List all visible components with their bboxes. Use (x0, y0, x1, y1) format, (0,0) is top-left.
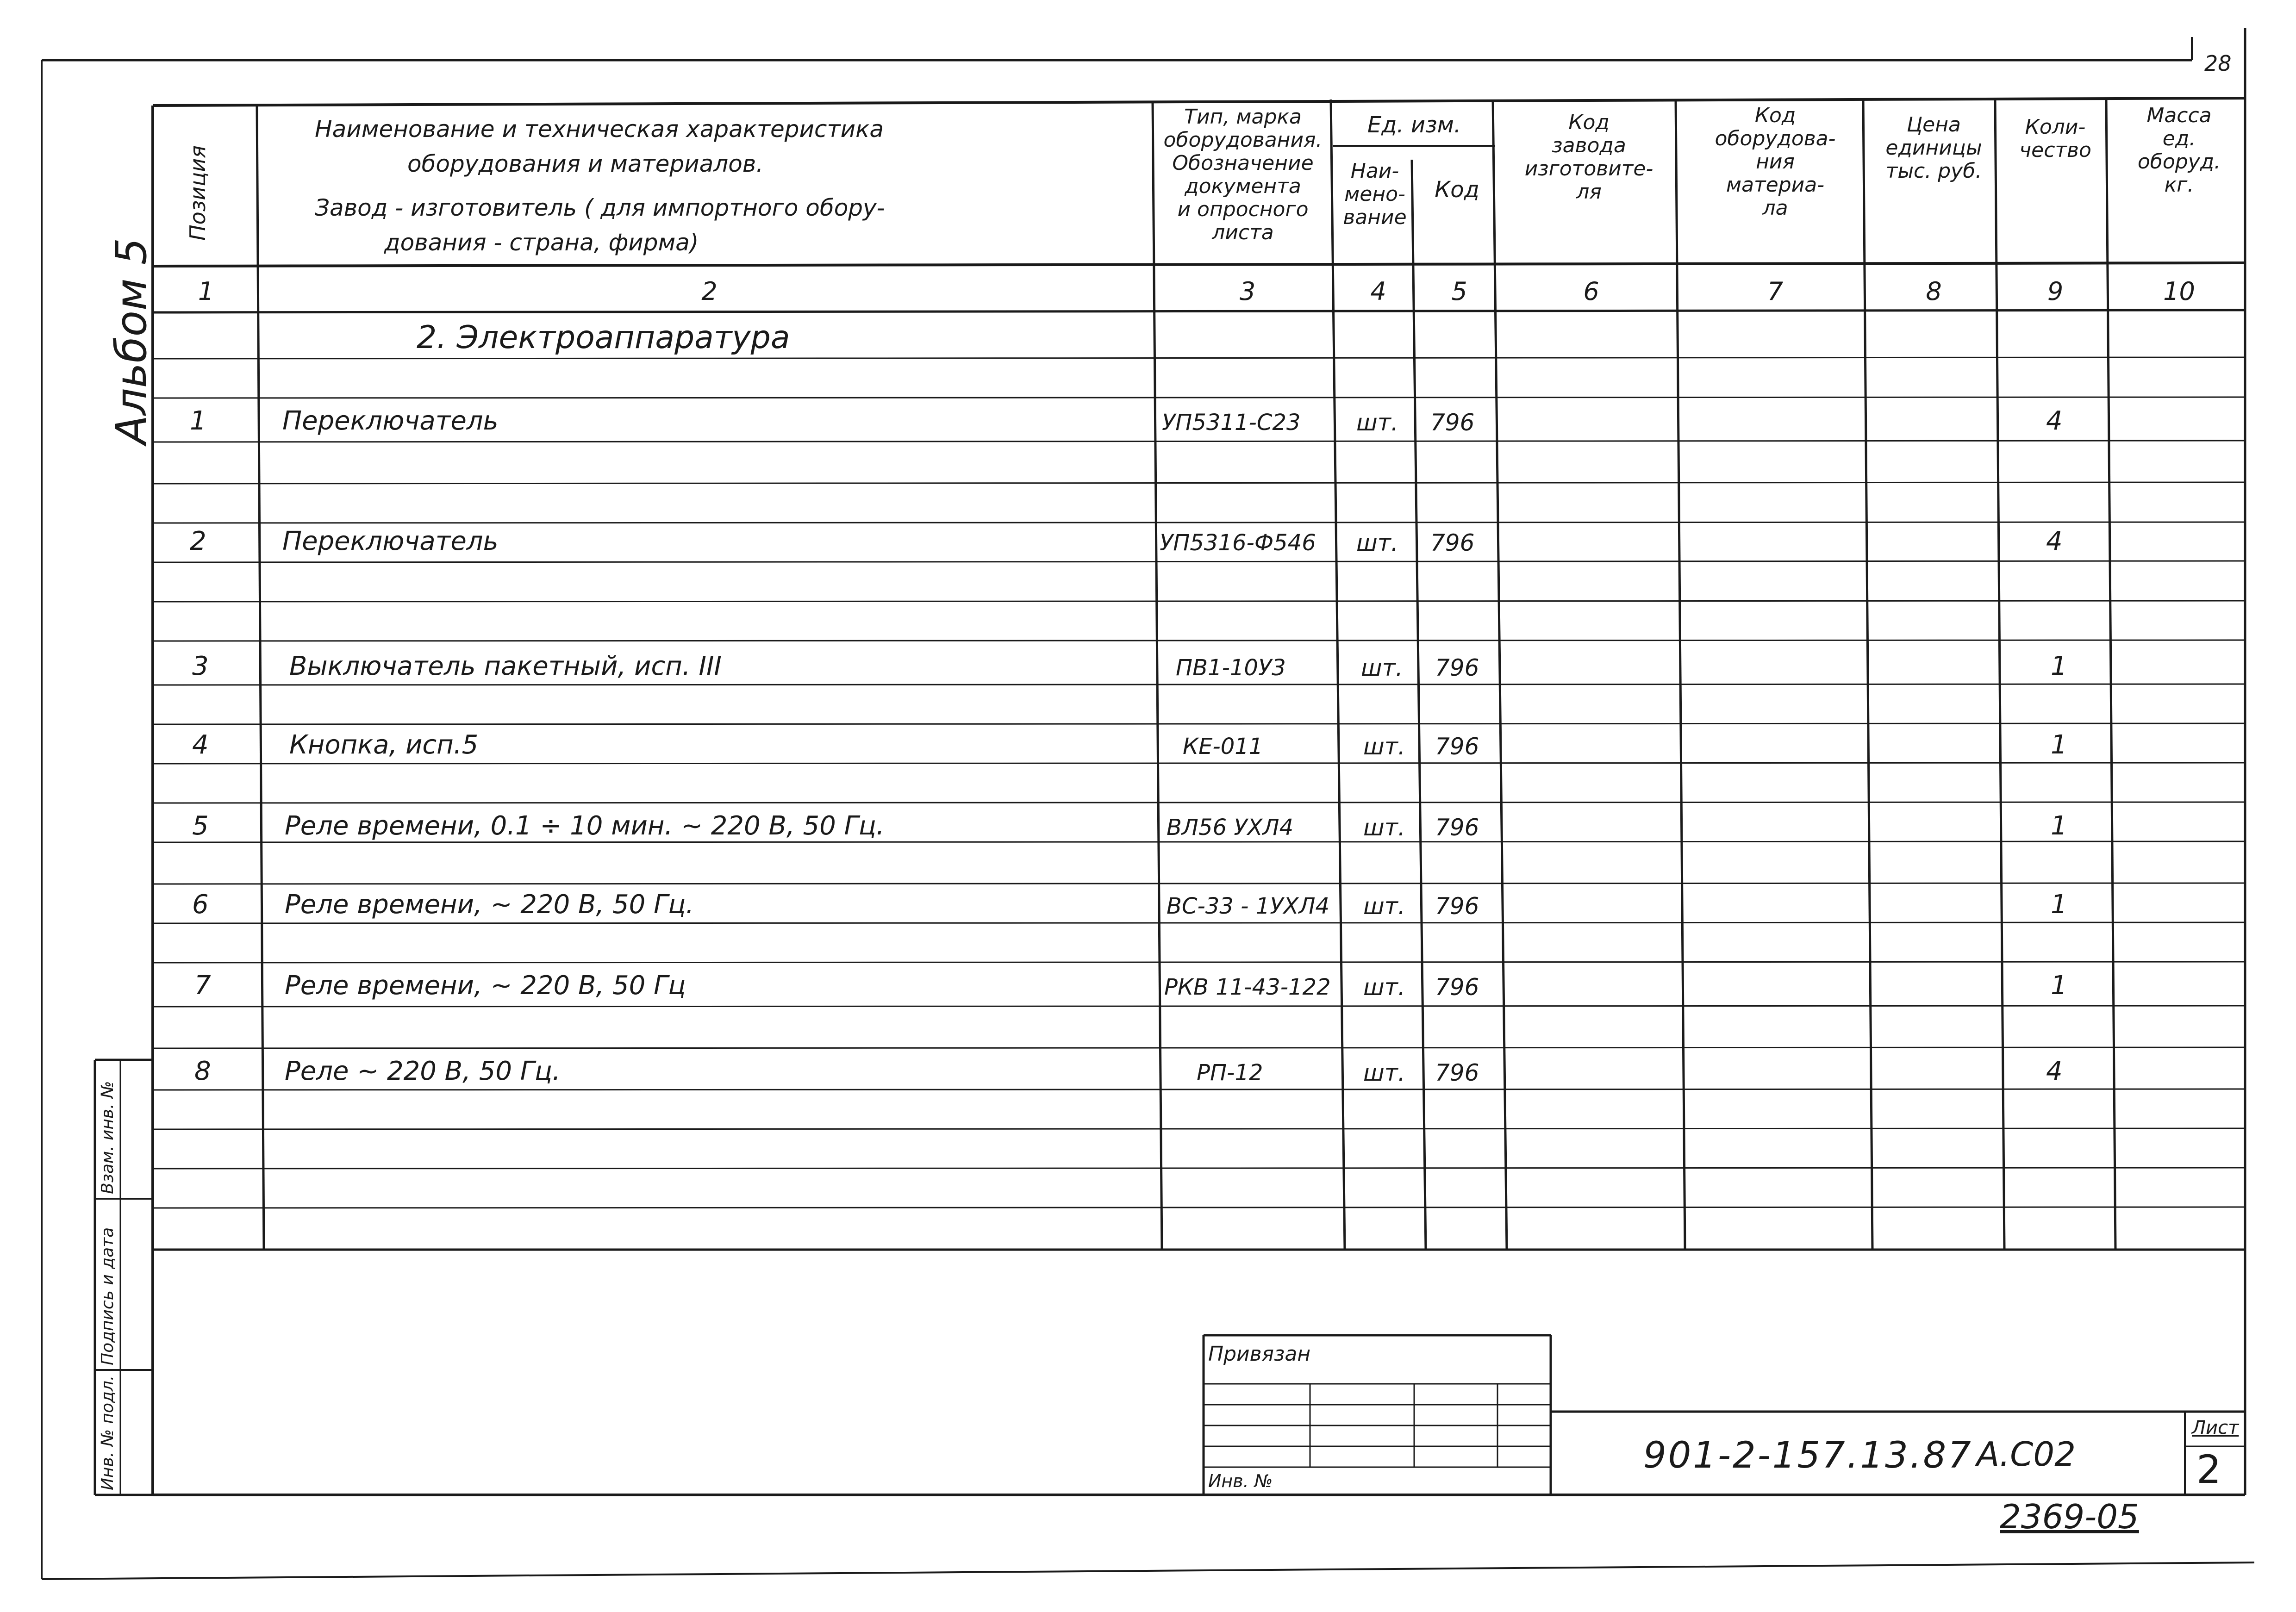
row-name: Переключатель (282, 406, 499, 436)
header-col5: Код (1435, 177, 1479, 203)
row-code: 796 (1435, 733, 1479, 760)
header-col9: Коли- чество (2019, 115, 2091, 162)
row-qty: 1 (2051, 971, 2067, 1001)
row-qty: 1 (2051, 651, 2067, 681)
col-number: 3 (1239, 277, 1256, 306)
row-type: ВС-33 - 1УХЛ4 (1167, 893, 1329, 919)
row-code: 796 (1435, 893, 1479, 920)
row-unit: шт. (1363, 733, 1405, 760)
header-col4: Наи- мено- вание (1343, 159, 1407, 229)
row-unit: шт. (1361, 654, 1403, 681)
header-unit: Ед. изм. (1367, 112, 1461, 138)
row-position: 7 (194, 971, 211, 1001)
row-name: Реле времени, ~ 220 В, 50 Гц (285, 971, 686, 1001)
row-type: УП5316-Ф546 (1160, 530, 1316, 556)
row-code: 796 (1435, 654, 1479, 681)
row-qty: 1 (2051, 811, 2067, 841)
row-code: 796 (1435, 974, 1479, 1001)
row-position: 1 (190, 406, 206, 436)
row-code: 796 (1435, 814, 1479, 841)
col-number: 10 (2163, 277, 2195, 306)
col-number: 8 (1926, 277, 1942, 306)
header-col7: Код оборудова- ния материа- ла (1715, 104, 1836, 220)
side-stamp-podpis: Подпись и дата (98, 1227, 117, 1365)
row-name: Реле времени, 0.1 ÷ 10 мин. ~ 220 В, 50 Гц. (285, 811, 885, 841)
row-position: 2 (190, 526, 206, 556)
row-position: 3 (192, 651, 209, 681)
row-unit: шт. (1363, 893, 1405, 920)
side-stamp-inv-podl: Инв. № подл. (98, 1375, 117, 1490)
stamp-doc-sheet-code: А.С02 (1977, 1435, 2076, 1474)
col-number: 9 (2047, 277, 2064, 306)
col-number: 4 (1370, 277, 1386, 306)
header-col1: Позиция (185, 145, 210, 241)
header-col2-line2: оборудования и материалов. (407, 150, 764, 177)
row-qty: 1 (2051, 890, 2067, 920)
row-type: РКВ 11-43-122 (1164, 974, 1331, 1000)
header-col2-line3: Завод - изготовитель ( для импортного обору- (315, 194, 885, 221)
row-type: ВЛ56 УХЛ4 (1167, 815, 1294, 840)
row-name: Выключатель пакетный, исп. III (289, 651, 722, 681)
header-col3: Тип, марка оборудования. Обозначение документа и опросного листа (1163, 105, 1323, 244)
top-sheet-number: 28 (2204, 51, 2232, 76)
album-label: Альбом 5 (106, 237, 156, 444)
row-type: ПВ1-10У3 (1176, 655, 1286, 681)
row-name: Переключатель (282, 526, 499, 556)
row-position: 5 (192, 811, 209, 841)
row-unit: шт. (1356, 529, 1398, 556)
row-unit: шт. (1363, 1059, 1405, 1086)
col-number: 1 (198, 277, 214, 306)
row-type: УП5311-С23 (1162, 410, 1301, 436)
row-qty: 4 (2046, 406, 2063, 436)
header-col2-line4: дования - страна, фирма) (384, 229, 699, 256)
stamp-doc-code: 901-2-157.13.87 (1643, 1435, 1973, 1476)
stamp-inv-no: Инв. № (1208, 1471, 1273, 1491)
row-name: Реле ~ 220 В, 50 Гц. (285, 1056, 561, 1086)
row-unit: шт. (1363, 974, 1405, 1001)
row-type: КЕ-011 (1183, 734, 1263, 759)
stamp-list-label: Лист (2192, 1417, 2239, 1438)
row-unit: шт. (1356, 409, 1398, 436)
col-number: 6 (1583, 277, 1599, 306)
header-col8: Цена единицы тыс. руб. (1885, 113, 1982, 183)
row-name: Реле времени, ~ 220 В, 50 Гц. (285, 890, 694, 920)
row-qty: 4 (2046, 526, 2063, 556)
row-unit: шт. (1363, 814, 1405, 841)
section-title: 2. Электроаппаратура (417, 319, 790, 356)
row-code: 796 (1430, 529, 1475, 556)
row-code: 796 (1435, 1059, 1479, 1086)
header-col10: Масса ед. оборуд. кг. (2137, 104, 2221, 197)
row-name: Кнопка, исп.5 (289, 730, 479, 760)
bottom-code: 2369-05 (2000, 1497, 2139, 1536)
row-position: 8 (194, 1056, 211, 1086)
header-col2-line1: Наименование и техническая характеристика (315, 116, 884, 143)
header-col6: Код завода изготовите- ля (1524, 111, 1653, 204)
row-position: 4 (192, 730, 209, 760)
col-number: 5 (1451, 277, 1467, 306)
col-number: 7 (1767, 277, 1784, 306)
row-position: 6 (192, 890, 209, 920)
row-code: 796 (1430, 409, 1475, 436)
side-stamp-vzam: Взам. инв. № (98, 1081, 117, 1194)
row-qty: 4 (2046, 1056, 2063, 1086)
stamp-list-number: 2 (2196, 1447, 2221, 1492)
stamp-privyazan: Привязан (1208, 1342, 1311, 1366)
col-number: 2 (701, 277, 718, 306)
row-type: РП-12 (1197, 1060, 1263, 1086)
row-qty: 1 (2051, 730, 2067, 760)
